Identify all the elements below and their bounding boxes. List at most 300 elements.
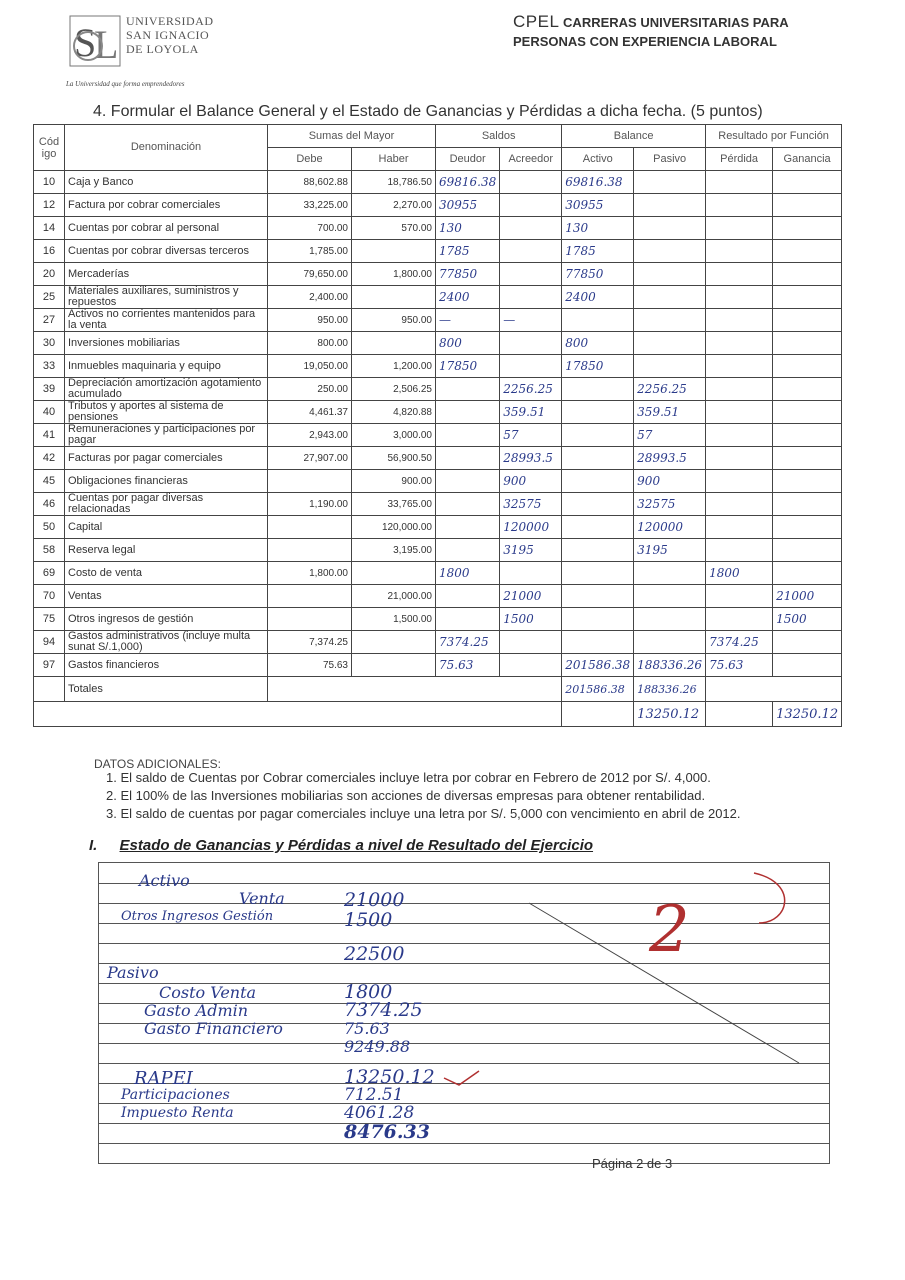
header-acreedor: Acreedor — [500, 148, 562, 171]
table-row — [34, 171, 842, 194]
hw-rapei-val: 13250.12 — [344, 1066, 435, 1088]
row-cod: 14 — [34, 217, 65, 240]
row-debe: 88,602.88 — [268, 171, 352, 194]
row-activo — [562, 493, 634, 516]
header-cod: Cód igo — [34, 125, 65, 171]
row-pasivo: 3195 — [634, 539, 706, 562]
row-perdida — [706, 309, 773, 332]
hw-otros-val: 1500 — [344, 909, 393, 931]
table-row — [34, 217, 842, 240]
question-4: 4. Formular el Balance General y el Estado de Ganancias y Pérdidas a dicha fecha. (5 puntos) — [93, 103, 763, 120]
row-activo — [562, 608, 634, 631]
row-pasivo — [634, 217, 706, 240]
totals-pasivo: 188336.26 — [634, 677, 706, 702]
row-deudor: 1800 — [436, 562, 500, 585]
row-perdida — [706, 332, 773, 355]
totals-activo: 201586.38 — [562, 677, 634, 702]
row-haber: 120,000.00 — [352, 516, 436, 539]
row-perdida — [706, 286, 773, 309]
row-haber: 1,800.00 — [352, 263, 436, 286]
row-cod: 40 — [34, 401, 65, 424]
row-activo — [562, 562, 634, 585]
row-acreedor: 3195 — [500, 539, 562, 562]
row-activo — [562, 585, 634, 608]
row-haber: 21,000.00 — [352, 585, 436, 608]
row-activo — [562, 631, 634, 654]
university-logo — [66, 12, 236, 82]
row-ganancia — [773, 194, 842, 217]
row-denominacion: Tributos y aportes al sistema de pensiones — [65, 401, 268, 424]
hw-costo-val: 1800 — [344, 981, 393, 1003]
row-ganancia — [773, 378, 842, 401]
row-haber: 56,900.50 — [352, 447, 436, 470]
row-denominacion: Caja y Banco — [65, 171, 268, 194]
row-acreedor — [500, 562, 562, 585]
hw-gasto-fin: Gasto Financiero — [144, 1019, 283, 1038]
row-pasivo: 359.51 — [634, 401, 706, 424]
row-denominacion: Factura por cobrar comerciales — [65, 194, 268, 217]
row-haber: 4,820.88 — [352, 401, 436, 424]
header-resultado: Resultado por Función — [706, 125, 842, 148]
table-row — [34, 194, 842, 217]
row-haber: 1,200.00 — [352, 355, 436, 378]
hw-part-val: 712.51 — [344, 1085, 404, 1105]
row-debe: 27,907.00 — [268, 447, 352, 470]
row-pasivo — [634, 286, 706, 309]
row-haber — [352, 631, 436, 654]
datos-item-3: 3. El saldo de cuentas por pagar comerciales incluye una letra por S/. 5,000 con vencimiento en abril de 2012. — [106, 806, 741, 821]
table-row — [34, 332, 842, 355]
row-debe: 2,943.00 — [268, 424, 352, 447]
row-denominacion: Inversiones mobiliarias — [65, 332, 268, 355]
row-ganancia — [773, 654, 842, 677]
table-row — [34, 286, 842, 309]
row-haber: 900.00 — [352, 470, 436, 493]
row-cod: 27 — [34, 309, 65, 332]
row-acreedor — [500, 654, 562, 677]
row-deudor: 130 — [436, 217, 500, 240]
row-activo — [562, 516, 634, 539]
row-debe — [268, 539, 352, 562]
row-debe: 4,461.37 — [268, 401, 352, 424]
hw-gasto-adm-val: 7374.25 — [344, 999, 423, 1021]
row-debe: 700.00 — [268, 217, 352, 240]
row-haber — [352, 286, 436, 309]
row-acreedor — [500, 240, 562, 263]
row-deudor: 800 — [436, 332, 500, 355]
row-acreedor: 57 — [500, 424, 562, 447]
row-pasivo: 57 — [634, 424, 706, 447]
row-acreedor — [500, 263, 562, 286]
row-denominacion: Obligaciones financieras — [65, 470, 268, 493]
row-haber — [352, 240, 436, 263]
hw-final-val: 8476.33 — [344, 1121, 430, 1143]
hw-ventas-val: 21000 — [344, 889, 405, 911]
row-deudor — [436, 585, 500, 608]
row-activo: 1785 — [562, 240, 634, 263]
row-perdida — [706, 424, 773, 447]
row-activo: 30955 — [562, 194, 634, 217]
row-activo: 130 — [562, 217, 634, 240]
row-acreedor — [500, 171, 562, 194]
hw-pasivo: Pasivo — [107, 963, 159, 982]
table-row — [34, 378, 842, 401]
hw-activo: Activo — [139, 871, 190, 890]
row-deudor: 1785 — [436, 240, 500, 263]
row-perdida — [706, 401, 773, 424]
hw-imp: Impuesto Renta — [121, 1105, 234, 1121]
row-activo: 201586.38 — [562, 654, 634, 677]
row-acreedor: — — [500, 309, 562, 332]
row-denominacion: Gastos financieros — [65, 654, 268, 677]
hw-ventas: Venta — [239, 889, 285, 908]
row-acreedor: 21000 — [500, 585, 562, 608]
row-cod: 16 — [34, 240, 65, 263]
row-perdida: 75.63 — [706, 654, 773, 677]
row-pasivo — [634, 355, 706, 378]
header-deudor: Deudor — [436, 148, 500, 171]
hw-gasto-adm: Gasto Admin — [144, 1001, 249, 1020]
row-debe: 1,800.00 — [268, 562, 352, 585]
row-pasivo — [634, 562, 706, 585]
row-pasivo: 900 — [634, 470, 706, 493]
balance-table — [33, 124, 842, 727]
row-denominacion: Inmuebles maquinaria y equipo — [65, 355, 268, 378]
row-acreedor — [500, 217, 562, 240]
row-deudor — [436, 401, 500, 424]
row-ganancia — [773, 424, 842, 447]
header-ganancia: Ganancia — [773, 148, 842, 171]
row-cod: 45 — [34, 470, 65, 493]
section-numeral: I. — [89, 837, 98, 854]
row-debe — [268, 608, 352, 631]
row-haber: 18,786.50 — [352, 171, 436, 194]
table-row — [34, 263, 842, 286]
row-deudor: 30955 — [436, 194, 500, 217]
row-pasivo — [634, 631, 706, 654]
row-activo: 800 — [562, 332, 634, 355]
row-haber — [352, 654, 436, 677]
row-deudor: — — [436, 309, 500, 332]
row-denominacion: Mercaderías — [65, 263, 268, 286]
row-perdida — [706, 171, 773, 194]
datos-title: DATOS ADICIONALES: — [94, 757, 221, 771]
row-haber: 33,765.00 — [352, 493, 436, 516]
row-perdida — [706, 263, 773, 286]
row-deudor — [436, 470, 500, 493]
row-acreedor: 2256.25 — [500, 378, 562, 401]
row-haber — [352, 332, 436, 355]
row-pasivo: 2256.25 — [634, 378, 706, 401]
row-ganancia: 21000 — [773, 585, 842, 608]
row-deudor: 77850 — [436, 263, 500, 286]
row-deudor: 7374.25 — [436, 631, 500, 654]
table-row — [34, 516, 842, 539]
row-deudor — [436, 493, 500, 516]
row-acreedor: 28993.5 — [500, 447, 562, 470]
row-haber: 1,500.00 — [352, 608, 436, 631]
row-debe: 950.00 — [268, 309, 352, 332]
row-cod: 33 — [34, 355, 65, 378]
row-denominacion: Gastos administrativos (incluye multa sunat S/.1,000) — [65, 631, 268, 654]
row-denominacion: Cuentas por cobrar al personal — [65, 217, 268, 240]
row-denominacion: Remuneraciones y participaciones por pagar — [65, 424, 268, 447]
hw-subtotal1: 22500 — [344, 943, 405, 965]
row-cod: 58 — [34, 539, 65, 562]
row-cod: 94 — [34, 631, 65, 654]
row-cod: 30 — [34, 332, 65, 355]
header-haber: Haber — [352, 148, 436, 171]
correction-marks — [99, 863, 829, 1163]
row-denominacion: Cuentas por pagar diversas relacionadas — [65, 493, 268, 516]
row-cod: 10 — [34, 171, 65, 194]
row-debe: 800.00 — [268, 332, 352, 355]
row-deudor — [436, 516, 500, 539]
row-cod: 39 — [34, 378, 65, 401]
hw-subtotal2: 9249.88 — [344, 1037, 411, 1056]
svg-text:S: S — [74, 20, 97, 65]
row-ganancia — [773, 516, 842, 539]
row-haber: 570.00 — [352, 217, 436, 240]
row-cod: 50 — [34, 516, 65, 539]
row-ganancia — [773, 286, 842, 309]
row-cod: 70 — [34, 585, 65, 608]
cpel-header — [513, 12, 789, 51]
row-acreedor — [500, 194, 562, 217]
row-perdida — [706, 240, 773, 263]
table-row — [34, 401, 842, 424]
row-pasivo — [634, 194, 706, 217]
row-denominacion: Costo de venta — [65, 562, 268, 585]
section-title — [89, 837, 593, 854]
table-row — [34, 562, 842, 585]
row-ganancia — [773, 240, 842, 263]
row-pasivo — [634, 240, 706, 263]
row-ganancia — [773, 562, 842, 585]
header-denominacion: Denominación — [65, 125, 268, 171]
datos-item-1: 1. El saldo de Cuentas por Cobrar comerciales incluye letra por cobrar en Febrero de 2012 por S/. 4,000. — [106, 770, 711, 785]
row-ganancia: 1500 — [773, 608, 842, 631]
row-activo: 77850 — [562, 263, 634, 286]
row-debe: 1,190.00 — [268, 493, 352, 516]
row-perdida: 7374.25 — [706, 631, 773, 654]
hw-costo: Costo Venta — [159, 983, 257, 1002]
page-number: Página 2 de 3 — [592, 1156, 673, 1171]
grade-mark: 2 — [649, 893, 690, 967]
row-pasivo — [634, 171, 706, 194]
row-cod: 97 — [34, 654, 65, 677]
row-deudor — [436, 608, 500, 631]
row-ganancia — [773, 493, 842, 516]
table-row — [34, 470, 842, 493]
row-denominacion: Otros ingresos de gestión — [65, 608, 268, 631]
row-perdida — [706, 355, 773, 378]
row-deudor: 75.63 — [436, 654, 500, 677]
row-deudor: 17850 — [436, 355, 500, 378]
row-denominacion: Depreciación amortización agotamiento acumulado — [65, 378, 268, 401]
section-title-text: Estado de Ganancias y Pérdidas a nivel de Resultado del Ejercicio — [119, 837, 594, 854]
row-debe: 79,650.00 — [268, 263, 352, 286]
row-debe: 19,050.00 — [268, 355, 352, 378]
row-ganancia — [773, 401, 842, 424]
header-saldos: Saldos — [436, 125, 562, 148]
table-row — [34, 654, 842, 677]
cpel-line1: CARRERAS UNIVERSITARIAS PARA — [563, 15, 789, 30]
row-ganancia — [773, 539, 842, 562]
row-deudor — [436, 378, 500, 401]
row-haber — [352, 562, 436, 585]
table-row — [34, 309, 842, 332]
row-debe: 7,374.25 — [268, 631, 352, 654]
row-denominacion: Materiales auxiliares, suministros y repuestos — [65, 286, 268, 309]
row-haber: 2,506.25 — [352, 378, 436, 401]
row-perdida — [706, 217, 773, 240]
row-ganancia — [773, 355, 842, 378]
row-denominacion: Cuentas por cobrar diversas terceros — [65, 240, 268, 263]
row-perdida — [706, 585, 773, 608]
row-debe — [268, 585, 352, 608]
row-perdida — [706, 539, 773, 562]
row-pasivo — [634, 263, 706, 286]
hw-otros: Otros Ingresos Gestión — [121, 909, 274, 924]
row-cod: 46 — [34, 493, 65, 516]
row-activo: 2400 — [562, 286, 634, 309]
row-activo — [562, 539, 634, 562]
row-debe: 33,225.00 — [268, 194, 352, 217]
row-ganancia — [773, 263, 842, 286]
table-row — [34, 355, 842, 378]
row-pasivo: 120000 — [634, 516, 706, 539]
row-debe — [268, 470, 352, 493]
table-row — [34, 493, 842, 516]
row-denominacion: Capital — [65, 516, 268, 539]
table-row — [34, 447, 842, 470]
row-activo — [562, 447, 634, 470]
row-ganancia — [773, 631, 842, 654]
header-debe: Debe — [268, 148, 352, 171]
totals-label: Totales — [65, 677, 268, 702]
row-haber: 3,195.00 — [352, 539, 436, 562]
table-row — [34, 240, 842, 263]
row-acreedor — [500, 631, 562, 654]
row-activo — [562, 470, 634, 493]
row-perdida — [706, 378, 773, 401]
row-denominacion: Activos no corrientes mantenidos para la venta — [65, 309, 268, 332]
hw-gasto-fin-val: 75.63 — [344, 1019, 390, 1038]
row-ganancia — [773, 171, 842, 194]
cpel-abbr: CPEL — [513, 12, 560, 31]
datos-item-2: 2. El 100% de las Inversiones mobiliarias son acciones de diversas empresas para obtener rentabilidad. — [106, 788, 706, 803]
row-acreedor — [500, 355, 562, 378]
row-perdida — [706, 194, 773, 217]
row-pasivo: 188336.26 — [634, 654, 706, 677]
row-cod: 69 — [34, 562, 65, 585]
row-perdida: 1800 — [706, 562, 773, 585]
hw-part: Participaciones — [121, 1087, 230, 1103]
row-pasivo: 32575 — [634, 493, 706, 516]
row-deudor — [436, 447, 500, 470]
row-denominacion: Ventas — [65, 585, 268, 608]
header-pasivo: Pasivo — [634, 148, 706, 171]
table-row — [34, 424, 842, 447]
row-cod: 12 — [34, 194, 65, 217]
row-deudor — [436, 539, 500, 562]
row-activo: 17850 — [562, 355, 634, 378]
header-activo: Activo — [562, 148, 634, 171]
usil-logo-icon — [66, 12, 124, 70]
row-haber: 2,270.00 — [352, 194, 436, 217]
row-debe: 75.63 — [268, 654, 352, 677]
header-sumas: Sumas del Mayor — [268, 125, 436, 148]
row-acreedor: 120000 — [500, 516, 562, 539]
row-debe — [268, 516, 352, 539]
row-denominacion: Reserva legal — [65, 539, 268, 562]
hw-rapei: RAPEI — [134, 1068, 193, 1089]
university-name-2: SAN IGNACIO — [126, 28, 210, 42]
row-pasivo — [634, 309, 706, 332]
university-name-1: UNIVERSIDAD — [126, 14, 214, 28]
row-ganancia — [773, 470, 842, 493]
result-right: 13250.12 — [773, 702, 842, 727]
row-activo — [562, 424, 634, 447]
university-name-3: DE LOYOLA — [126, 42, 199, 56]
row-haber: 3,000.00 — [352, 424, 436, 447]
row-ganancia — [773, 217, 842, 240]
row-deudor — [436, 424, 500, 447]
row-pasivo — [634, 332, 706, 355]
row-perdida — [706, 516, 773, 539]
row-deudor: 69816.38 — [436, 171, 500, 194]
table-row — [34, 539, 842, 562]
table-row — [34, 585, 842, 608]
row-activo: 69816.38 — [562, 171, 634, 194]
svg-text:L: L — [94, 22, 119, 67]
row-debe: 250.00 — [268, 378, 352, 401]
row-activo — [562, 378, 634, 401]
row-acreedor: 359.51 — [500, 401, 562, 424]
hw-imp-val: 4061.28 — [344, 1103, 415, 1123]
row-debe: 2,400.00 — [268, 286, 352, 309]
row-acreedor: 32575 — [500, 493, 562, 516]
header-balance: Balance — [562, 125, 706, 148]
row-acreedor: 900 — [500, 470, 562, 493]
row-denominacion: Facturas por pagar comerciales — [65, 447, 268, 470]
row-perdida — [706, 493, 773, 516]
row-perdida — [706, 447, 773, 470]
row-ganancia — [773, 332, 842, 355]
row-cod: 42 — [34, 447, 65, 470]
table-row — [34, 608, 842, 631]
row-debe: 1,785.00 — [268, 240, 352, 263]
cpel-line2: PERSONAS CON EXPERIENCIA LABORAL — [513, 34, 777, 49]
row-pasivo — [634, 585, 706, 608]
result-left: 13250.12 — [634, 702, 706, 727]
row-ganancia — [773, 309, 842, 332]
row-cod: 75 — [34, 608, 65, 631]
row-cod: 41 — [34, 424, 65, 447]
row-haber: 950.00 — [352, 309, 436, 332]
row-activo — [562, 309, 634, 332]
row-pasivo — [634, 608, 706, 631]
row-acreedor — [500, 286, 562, 309]
estado-resultados-box — [98, 862, 830, 1164]
table-row — [34, 631, 842, 654]
row-perdida — [706, 470, 773, 493]
header-perdida: Pérdida — [706, 148, 773, 171]
row-acreedor — [500, 332, 562, 355]
row-cod: 20 — [34, 263, 65, 286]
row-perdida — [706, 608, 773, 631]
